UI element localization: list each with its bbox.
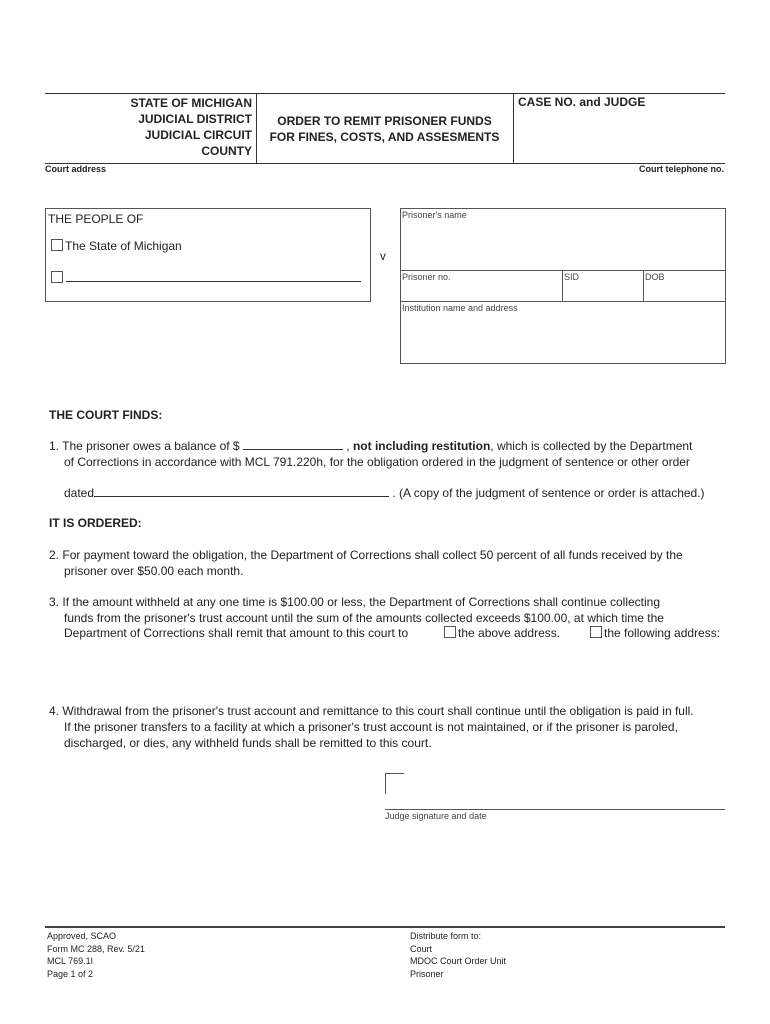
judicial-district-label: JUDICIAL DISTRICT xyxy=(138,112,252,126)
county-label: COUNTY xyxy=(201,144,252,158)
form-number: Form MC 288, Rev. 5/21 xyxy=(47,943,145,954)
dob-label: DOB xyxy=(645,272,665,282)
order-4-line3: discharged, or dies, any withheld funds shall be remitted to this court. xyxy=(64,736,432,750)
finding-1-line2: of Corrections in accordance with MCL 791.220h, for the obligation ordered in the judgment of sentence or other order xyxy=(64,455,690,469)
item-number: 2. xyxy=(49,548,60,562)
dated-label: dated xyxy=(64,486,95,500)
court-name-block xyxy=(45,95,252,159)
above-address-checkbox[interactable] xyxy=(444,626,456,638)
institution-label: Institution name and address xyxy=(402,303,518,313)
judge-signature-field[interactable] xyxy=(385,775,723,807)
above-address-label: the above address. xyxy=(458,626,561,640)
finding-1-text-b: , which is collected by the Department xyxy=(490,439,693,453)
following-address-option[interactable] xyxy=(590,625,720,641)
prisoner-no-label: Prisoner no. xyxy=(402,272,451,282)
finding-1-bold: not including restitution xyxy=(352,439,491,453)
prisoner-name-label: Prisoner's name xyxy=(402,210,467,220)
distribute-court: Court xyxy=(410,943,433,954)
sid-label: SID xyxy=(564,272,580,282)
item-number: 4. xyxy=(49,704,60,718)
page-number: Page 1 of 2 xyxy=(47,968,94,979)
balance-amount-field[interactable] xyxy=(243,438,343,450)
case-no-field[interactable] xyxy=(514,94,724,162)
prisoner-col-rule2 xyxy=(643,270,644,301)
prisoner-row-rule2 xyxy=(400,301,725,302)
people-of-label: THE PEOPLE OF xyxy=(48,212,144,226)
court-address-label: Court address xyxy=(45,164,107,174)
distribute-prisoner: Prisoner xyxy=(410,968,444,979)
order-2 xyxy=(49,547,683,563)
state-checkbox[interactable] xyxy=(51,239,63,251)
following-address-checkbox[interactable] xyxy=(590,626,602,638)
finding-1: 1. The prisoner owes a balance of $ , not including restitution, which is collected by the Department xyxy=(49,439,693,453)
order-3 xyxy=(49,594,660,610)
prisoner-col-rule1 xyxy=(562,270,563,301)
versus-label: v xyxy=(380,251,386,263)
footer-rule xyxy=(45,926,725,928)
case-no-label: CASE NO. and JUDGE xyxy=(518,95,646,109)
form-title-line2: FOR FINES, COSTS, AND ASSESMENTS xyxy=(269,130,500,144)
order-date-field[interactable] xyxy=(94,485,389,497)
order-3-line3: Department of Corrections shall remit that amount to this court to xyxy=(64,626,409,640)
mcl-reference: MCL 769.1l xyxy=(47,956,93,966)
copy-attached-text: . (A copy of the judgment of sentence or order is attached.) xyxy=(392,486,705,500)
order-4 xyxy=(49,703,694,719)
court-phone-label: Court telephone no. xyxy=(639,164,724,174)
court-finds-heading: THE COURT FINDS: xyxy=(49,408,163,422)
distribute-mdoc: MDOC Court Order Unit xyxy=(410,956,507,966)
order-4-line1: Withdrawal from the prisoner's trust account and remittance to this court shall continue until the obligation is paid in full. xyxy=(62,704,694,718)
institution-field[interactable] xyxy=(401,316,723,360)
order-3-line2: funds from the prisoner's trust account until the sum of the amounts collected exceeds $100.00, at which time the xyxy=(64,611,664,625)
other-plaintiff-checkbox[interactable] xyxy=(51,271,63,283)
other-plaintiff-line[interactable] xyxy=(66,281,361,282)
form-title xyxy=(256,113,513,145)
ordered-heading: IT IS ORDERED: xyxy=(49,516,142,530)
prisoner-name-field[interactable] xyxy=(401,222,723,268)
order-3-line1: If the amount withheld at any one time is $100.00 or less, the Department of Corrections shall continue collecting xyxy=(62,595,661,609)
signature-label: Judge signature and date xyxy=(385,811,487,821)
order-2-line1: For payment toward the obligation, the Department of Corrections shall collect 50 percent of all funds received by the xyxy=(62,548,683,562)
order-2-line2: prisoner over $50.00 each month. xyxy=(64,564,244,578)
judicial-circuit-label: JUDICIAL CIRCUIT xyxy=(144,128,252,142)
state-label: STATE OF MICHIGAN xyxy=(130,96,252,110)
order-4-line2: If the prisoner transfers to a facility at which a prisoner's trust account is not maintained, or if the prisoner is paroled, xyxy=(64,720,678,734)
item-number: 1. xyxy=(49,439,60,453)
other-plaintiff-option[interactable] xyxy=(51,269,65,287)
above-address-option[interactable] xyxy=(444,625,560,641)
form-title-line1: ORDER TO REMIT PRISONER FUNDS xyxy=(277,114,492,128)
item-number: 3. xyxy=(49,595,60,609)
state-option-label: The State of Michigan xyxy=(65,239,182,253)
finding-1-line3 xyxy=(64,485,705,501)
signature-line xyxy=(385,809,725,810)
following-address-field[interactable] xyxy=(64,645,724,695)
distribute-label: Distribute form to: xyxy=(410,931,482,941)
following-address-label: the following address: xyxy=(604,626,721,640)
state-option[interactable] xyxy=(51,239,182,253)
footer-right xyxy=(410,930,506,980)
footer-left xyxy=(47,930,145,980)
approved-label: Approved, SCAO xyxy=(47,931,117,941)
finding-1-text-a: The prisoner owes a balance of $ xyxy=(62,439,240,453)
